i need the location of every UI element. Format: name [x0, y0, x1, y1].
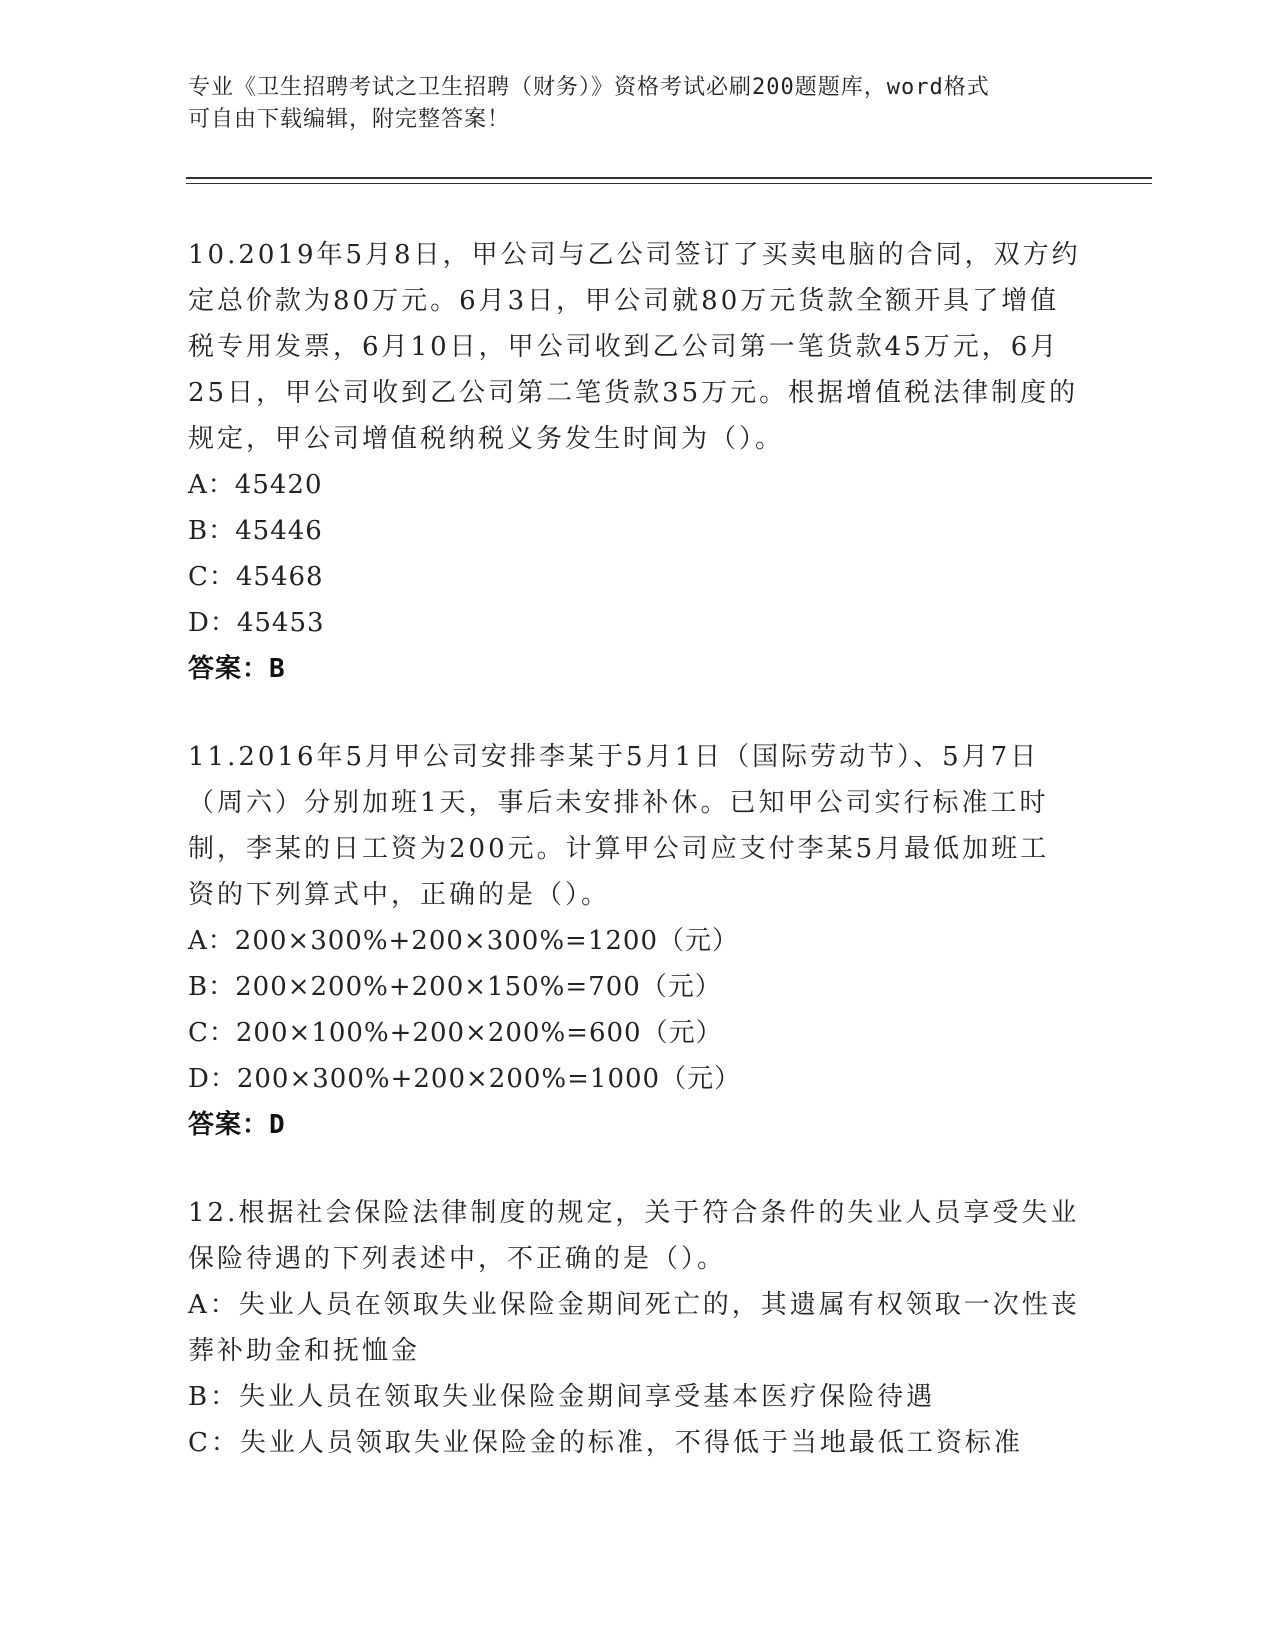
option-b: B：200×200%+200×150%=700（元）	[188, 972, 722, 1002]
option-a-continued: 葬补助金和抚恤金	[188, 1336, 421, 1366]
question-text-line: 12.根据社会保险法律制度的规定，关于符合条件的失业人员享受失业	[188, 1198, 1080, 1228]
question-11	[188, 734, 1088, 1148]
option-a: A：45420	[188, 470, 323, 500]
question-text-line: 定总价款为80万元。6月3日，甲公司就80万元货款全额开具了增值	[188, 286, 1060, 316]
option-a: A：失业人员在领取失业保险金期间死亡的，其遗属有权领取一次性丧	[188, 1290, 1080, 1320]
question-12	[188, 1190, 1088, 1466]
question-text-line: 制，李某的日工资为200元。计算甲公司应支付李某5月最低加班工	[188, 834, 1050, 864]
document-header	[188, 72, 1088, 136]
question-text-line: 10.2019年5月8日，甲公司与乙公司签订了买卖电脑的合同，双方约	[188, 240, 1081, 270]
option-b: B：45446	[188, 516, 323, 546]
answer-label: 答案：D	[188, 1110, 286, 1140]
option-b: B：失业人员在领取失业保险金期间享受基本医疗保险待遇	[188, 1382, 936, 1412]
question-text-line: 资的下列算式中，正确的是（）。	[188, 880, 611, 910]
option-d: D：200×300%+200×200%=1000（元）	[188, 1064, 742, 1094]
header-line-2: 可自由下载编辑，附完整答案！	[188, 107, 511, 132]
question-text-line: 规定，甲公司增值税纳税义务发生时间为（）。	[188, 424, 785, 454]
option-c: C：200×100%+200×200%=600（元）	[188, 1018, 723, 1048]
option-a: A：200×300%+200×300%=1200（元）	[188, 926, 739, 956]
option-d: D：45453	[188, 608, 325, 638]
header-divider-thick	[186, 177, 1152, 179]
question-text-line: （周六）分别加班1天，事后未安排补休。已知甲公司实行标准工时	[188, 788, 1049, 818]
question-10	[188, 232, 1088, 692]
question-text-line: 11.2016年5月甲公司安排李某于5月1日（国际劳动节）、5月7日	[188, 742, 1040, 772]
question-text-line: 税专用发票，6月10日，甲公司收到乙公司第一笔货款45万元，6月	[188, 332, 1060, 362]
header-line-1: 专业《卫生招聘考试之卫生招聘（财务）》资格考试必刷200题题库，word格式	[188, 75, 990, 100]
question-text-line: 25日，甲公司收到乙公司第二笔货款35万元。根据增值税法律制度的	[188, 378, 1079, 408]
option-c: C：45468	[188, 562, 324, 592]
question-text-line: 保险待遇的下列表述中，不正确的是（）。	[188, 1244, 727, 1274]
option-c: C：失业人员领取失业保险金的标准，不得低于当地最低工资标准	[188, 1428, 1023, 1458]
header-divider-thin	[186, 183, 1152, 184]
answer-label: 答案：B	[188, 654, 286, 684]
